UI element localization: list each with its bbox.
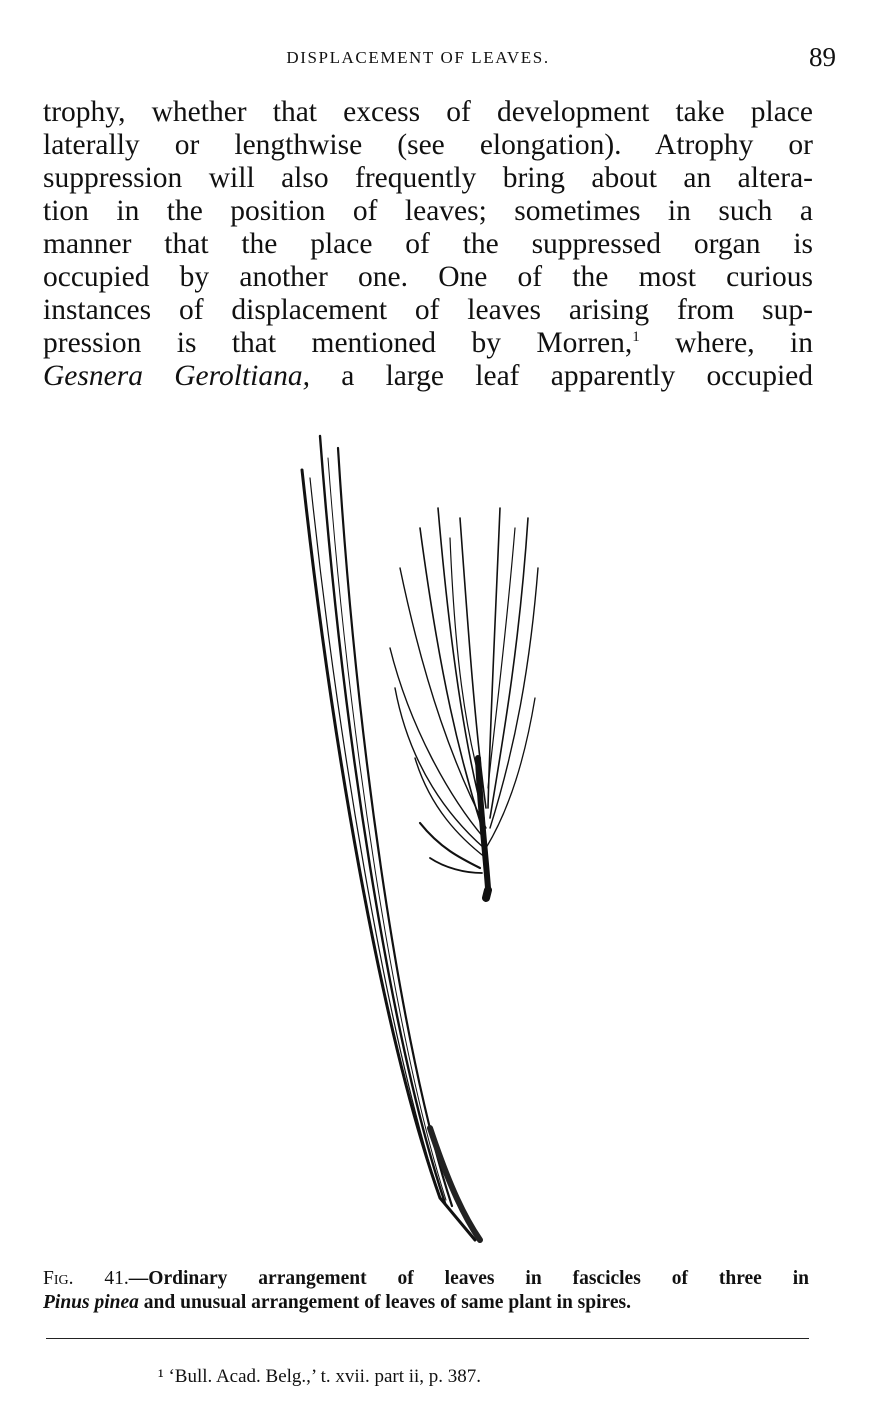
text-line: laterally or lengthwise (see elongation). Atrophy or (43, 129, 813, 161)
figure-label: Fig. 41. (43, 1268, 129, 1289)
text-line: Gesnera Geroltiana, a large leaf apparently occupied (43, 360, 813, 392)
footnote-ref: 1 (632, 329, 640, 346)
footnote (158, 1365, 758, 1389)
running-title: DISPLACEMENT OF LEAVES. (286, 48, 550, 67)
running-head (0, 44, 878, 74)
text-line: tion in the position of leaves; sometimes in such a (43, 195, 813, 227)
text-line: suppression will also frequently bring about an altera- (43, 162, 813, 194)
text-line: instances of displacement of leaves arising from sup- (43, 294, 813, 326)
species-name: Gesnera Geroltiana, (43, 360, 310, 392)
footnote-text: ‘Bull. Acad. Belg.,’ t. xvii. part ii, p. 387. (168, 1366, 482, 1387)
species-name: Pinus pinea (43, 1292, 139, 1313)
body-paragraph (43, 96, 813, 393)
footnote-divider (46, 1338, 809, 1339)
figure-illustration (290, 428, 560, 1248)
text-line: pression is that mentioned by Morren,$^1$ where, in (43, 327, 813, 359)
caption-line: Fig. 41.—Ordinary arrangement of leaves in fascicles of three in (43, 1268, 810, 1289)
page-number: 89 (809, 42, 836, 72)
text-line: manner that the place of the suppressed organ is (43, 228, 813, 260)
pine-leaves-illustration (290, 428, 560, 1248)
text-line: occupied by another one. One of the most curious (43, 261, 813, 293)
caption-line: Pinus pinea and unusual arrangement of leaves of same plant in spires. (43, 1292, 631, 1313)
footnote-marker: ¹ (158, 1366, 164, 1387)
text-line: trophy, whether that excess of development take place (43, 96, 813, 128)
figure-caption (43, 1267, 809, 1315)
